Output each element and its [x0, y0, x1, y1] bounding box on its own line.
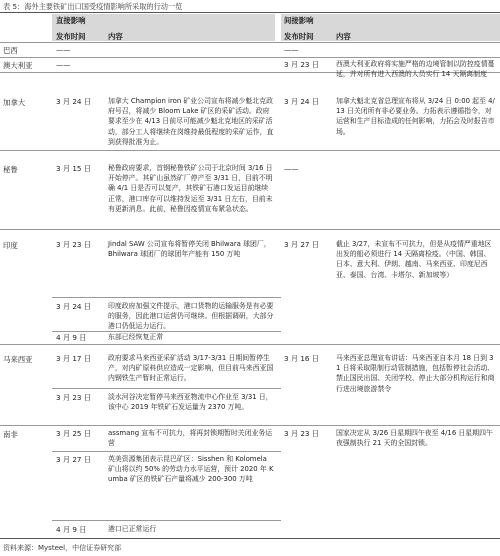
indirect-content-cell: 国家决定从 3/26 日星期四午夜至 4/16 日星期四午夜强制执行 21 天的全国封锁。 — [336, 429, 493, 448]
country-cell: 巴西 — [3, 46, 18, 55]
source-note: 资料来源：Mysteel，中信证券研究部 — [3, 544, 122, 552]
indirect-date-cell: —— — [284, 45, 299, 54]
indirect-date-cell: 3 月 16 日 — [284, 354, 319, 363]
direct-content-cell: 政府要求马来西亚采矿活动 3/17-3/31 日期间暂停生产，对内矿原料供应造成一定影响，但目前马来西亚国内钢铁生产暂时正常运行。 — [108, 354, 274, 383]
direct-content-cell: 加拿大 Champion iron 矿业公司宣布将减少魁北克政府号召，将减少 Bloom Lake 矿区的采矿活动。政府要求至少在 4/13 日前尽可能减少魁北克地区的采矿活动，部分工人将继续在岗维持最低程度的采矿运作，直到获得批准为止。 — [108, 97, 274, 146]
indirect-impact-header: 间接影响 — [284, 16, 314, 25]
country-cell: 秘鲁 — [3, 165, 18, 174]
row-rule — [0, 344, 500, 345]
direct-date-cell: 3 月 15 日 — [56, 164, 91, 173]
direct-impact-header: 直接影响 — [56, 16, 86, 25]
subrow-rule — [52, 520, 281, 521]
direct-content-cell: 港口已正常运行 — [108, 525, 157, 533]
table-bottom-rule — [0, 538, 500, 539]
subrow-rule — [52, 297, 281, 298]
direct-date-cell: 4 月 9 日 — [56, 333, 87, 342]
indirect-content-cell: 西澳大利亚政府将实施严格的边境管制以防控疫情蔓延，并对所有进入西澳的人员实行 14 天隔离制度 — [336, 60, 495, 79]
direct-date-cell: 3 月 24 日 — [56, 302, 91, 311]
table-title: 表 5：海外主要铁矿出口国受疫情影响所采取的行动一览 — [3, 2, 183, 11]
indirect-content-header: 内容 — [336, 32, 351, 41]
row-rule — [0, 57, 500, 58]
indirect-date-cell: —— — [284, 164, 299, 173]
country-cell: 澳大利亚 — [3, 61, 33, 70]
row-rule — [0, 425, 500, 426]
direct-date-cell: —— — [56, 45, 71, 54]
indirect-content-cell: 加拿大魁北克省总理宣布将从 3/24 日 0:00 起至 4/13 日关闭所有非必要业务。力拓表示遵循指令，对运营和生产目标造成的任何影响，力拓会及时报告市场。 — [336, 97, 495, 136]
direct-date-cell: 4 月 9 日 — [56, 525, 87, 534]
direct-date-cell: 3 月 27 日 — [56, 455, 91, 464]
country-cell: 印度 — [3, 241, 18, 250]
direct-content-cell: 秘鲁政府要求，首钢秘鲁铁矿公司于北京时间 3/16 日开始停产。其矿山虽然矿厂停产至 3/31 日，目前不明确 4/1 日是否可以复产，其铁矿石港口发运目前继续正常，港口库存可以维持发运至 3/31 日左右，目前未有更新消息。此前，秘鲁因疫情宣布紧急状态。 — [108, 164, 273, 213]
direct-date-cell: 3 月 17 日 — [56, 354, 91, 363]
direct-content-cell: 英美资源集团表示昆巴矿区：Sisshen 和 Kolomela 矿山将以约 50% 的劳动力水平运营，预计 2020 年 Kumba 矿区的铁矿石产量将减少 200-300 万吨 — [108, 455, 274, 484]
indirect-date-cell: 3 月 27 日 — [284, 240, 319, 249]
table-top-rule — [0, 12, 500, 13]
country-cell: 南非 — [3, 430, 18, 439]
indirect-content-cell: 马来西亚总理宣布讲话：马来西亚自本月 18 日到 31 日将采取限制行动管制措施，包括暂停社会活动、禁止国民出国、关闭学校、停止大部分机构运行和商行进出境旅游禁令 — [336, 354, 495, 393]
country-cell: 马来西亚 — [3, 355, 33, 364]
direct-content-header: 内容 — [108, 32, 123, 41]
indirect-date-cell: 3 月 24 日 — [284, 97, 319, 106]
indirect-date-cell: 3 月 23 日 — [284, 60, 319, 69]
country-cell: 加拿大 — [3, 98, 26, 107]
row-rule — [0, 150, 500, 151]
subrow-rule — [52, 451, 281, 452]
direct-date-cell: 3 月 23 日 — [56, 393, 91, 402]
indirect-date-cell: 3 月 23 日 — [284, 429, 319, 438]
indirect-date-header: 发布时间 — [284, 32, 314, 41]
direct-content-cell: 印度政府加强文件提示，港口货物的运输服务是有必要的服务，因此港口运营仍可继续。但根据调研，大部分港口仍低运力运行。 — [108, 302, 274, 331]
row-rule — [0, 229, 500, 230]
direct-date-cell: 3 月 24 日 — [56, 97, 91, 106]
direct-date-header: 发布时间 — [56, 32, 86, 41]
direct-content-cell: 淡水河谷决定暂停马来西亚物流中心作业至 3/31 日，该中心 2019 年铁矿石发运量为 2370 万吨。 — [108, 393, 273, 412]
indirect-content-cell: 截止 3/27，未宣布不可抗力，但是从疫情严重地区出发的船必须进行 14 天隔离检疫。（中国、韩国、日本、意大利、伊朗、越南、马来西亚、印度尼西亚、泰国、台湾、卡塔尔、新加坡等） — [336, 240, 492, 279]
header-rule — [0, 42, 500, 43]
direct-content-cell: assmang 宣布不可抗力，将再封锁期暂时关闭业务运营 — [108, 429, 273, 448]
direct-content-cell: 东部已经恢复正常 — [108, 333, 164, 341]
subrow-rule — [52, 388, 281, 389]
direct-date-cell: 3 月 23 日 — [56, 240, 91, 249]
direct-content-cell: Jindal SAW 公司宣布将暂停关闭 Bhilwara 球团厂，Bhilwara 球团厂的球团年产能有 150 万吨 — [108, 240, 271, 259]
direct-date-cell: 3 月 25 日 — [56, 429, 91, 438]
direct-date-cell: —— — [56, 60, 71, 69]
